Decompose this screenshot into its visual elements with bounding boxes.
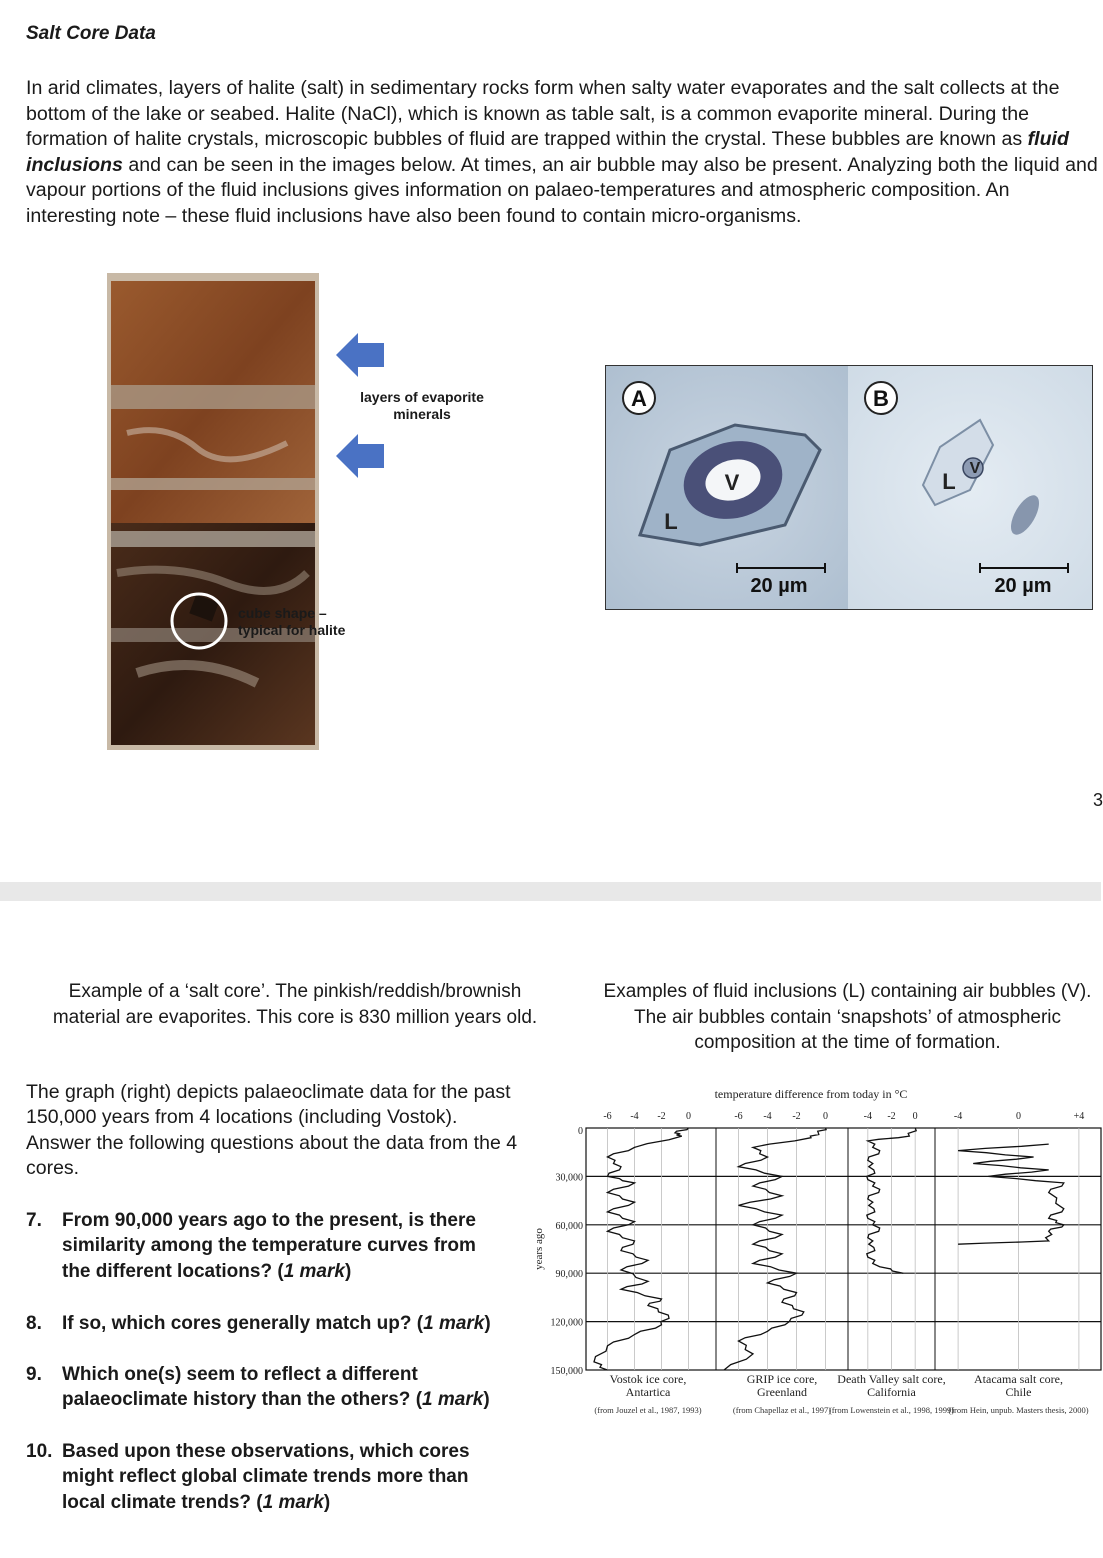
x-tick-label: 0	[1016, 1111, 1021, 1122]
panel-b-liquid-label: L	[942, 469, 956, 494]
page-divider	[0, 882, 1101, 901]
x-tick-label: -2	[792, 1111, 801, 1122]
y-tick-label: 0	[578, 1126, 583, 1137]
series-source: (from Chapellaz et al., 1997)	[732, 1405, 832, 1415]
x-tick-label: 0	[686, 1111, 691, 1122]
series-name: Death Valley salt core,	[837, 1372, 946, 1386]
panel-b-letter: B	[873, 386, 889, 411]
x-tick-label: -6	[603, 1111, 612, 1122]
series-name: Vostok ice core,	[609, 1372, 687, 1386]
question-9: 9. Which one(s) seem to reflect a different palaeoclimate history than the others? (1 mark)	[26, 1364, 490, 1411]
panel-a-vapour-label: V	[724, 470, 740, 495]
x-tick-label: -4	[953, 1111, 963, 1122]
question-8: 8. If so, which cores generally match up? (1 mark)	[26, 1313, 491, 1334]
series-location: California	[867, 1385, 916, 1399]
series-source: (from Lowenstein et al., 1998, 1999)	[828, 1405, 955, 1415]
page-title: Salt Core Data	[26, 23, 156, 44]
series-name: GRIP ice core,	[746, 1372, 818, 1386]
series-line	[594, 1128, 689, 1370]
term-fluid-inclusions: fluid inclusions	[26, 128, 1069, 176]
arrow-left-icon	[336, 434, 384, 478]
x-tick-label: -4	[863, 1111, 873, 1122]
y-tick-label: 150,000	[550, 1366, 583, 1377]
arrow-shape	[336, 434, 384, 478]
y-tick-label: 60,000	[555, 1220, 583, 1232]
y-tick-label: 90,000	[555, 1269, 583, 1281]
chart-title: temperature difference from today in °C	[714, 1087, 908, 1101]
edge-mark: 3	[1093, 790, 1103, 810]
series-location: Antartica	[625, 1385, 671, 1399]
chart-frame	[586, 1128, 1101, 1370]
question-7: 7. From 90,000 years ago to the present, is there similarity among the temperature curves from the different locations? (1 mark)	[26, 1210, 476, 1282]
x-tick-label: +4	[1073, 1111, 1085, 1122]
arrow-left-icon	[336, 333, 384, 377]
panel-b-vapour-label: V	[969, 460, 981, 477]
palaeoclimate-chart	[528, 1076, 1101, 1446]
core-caption: Example of a ‘salt core’. The pinkish/reddish/brownish material are evaporites. This core is 830 million years old.	[52, 981, 538, 1028]
series-location: Greenland	[757, 1385, 807, 1399]
cube-label: cube shape – typical for halite	[238, 605, 346, 638]
panel-a-letter: A	[631, 386, 647, 411]
fluid-caption: Examples of fluid inclusions (L) containing air bubbles (V). The air bubbles contain ‘snapshots’ of atmospheric composition at the time of formation.	[603, 981, 1092, 1054]
layers-label: layers of evaporite minerals	[360, 389, 484, 422]
panel-b-scale: 20 µm	[994, 575, 1052, 597]
fluid-inclusion-micrographs	[605, 365, 1093, 610]
panel-a-liquid-label: L	[664, 509, 678, 534]
y-axis-label: years ago	[533, 1228, 545, 1270]
arrow-shape	[336, 333, 384, 377]
x-tick-label: -2	[887, 1111, 896, 1122]
question-10: 10. Based upon these observations, which cores might reflect global climate trends more than local climate trends? (1 mark)	[26, 1441, 470, 1513]
series-source: (from Jouzel et al., 1987, 1993)	[594, 1405, 702, 1415]
y-tick-label: 120,000	[550, 1317, 583, 1329]
x-tick-label: 0	[912, 1111, 918, 1122]
x-tick-label: -4	[763, 1111, 772, 1122]
intro-paragraph: In arid climates, layers of halite (salt) in sedimentary rocks form when salty water evaporates and the salt collects at the bottom of the lake or seabed. Halite (NaCl), which is known as table salt, is a common evaporite mineral. During the formation of halite crystals, microscopic bubbles of fluid are trapped within the crystal. These bubbles are known as fluid inclusions and can be seen in the images below. At times, an air bubble may also be present. Analyzing both the liquid and vapour portions of the fluid inclusions gives information on palaeo-temperatures and atmospheric composition. An interesting note – these fluid inclusions have also been found to contain micro-organisms.	[26, 77, 1098, 227]
series-line	[958, 1144, 1064, 1244]
series-location: Chile	[1005, 1385, 1032, 1399]
graph-intro: The graph (right) depicts palaeoclimate data for the past 150,000 years from 4 locations (including Vostok). Answer the following questions about the data from the 4 cores.	[26, 1081, 518, 1179]
x-tick-label: -2	[657, 1111, 666, 1122]
panel-a-scale: 20 µm	[750, 575, 808, 597]
series-source: (from Hein, unpub. Masters thesis, 2000)	[948, 1405, 1089, 1415]
y-tick-label: 30,000	[555, 1172, 583, 1184]
x-tick-label: -4	[630, 1111, 639, 1122]
series-name: Atacama salt core,	[974, 1372, 1063, 1386]
x-tick-label: -6	[734, 1111, 743, 1122]
salt-core-photo	[107, 273, 319, 750]
series-line	[724, 1128, 826, 1370]
x-tick-label: 0	[823, 1111, 828, 1122]
